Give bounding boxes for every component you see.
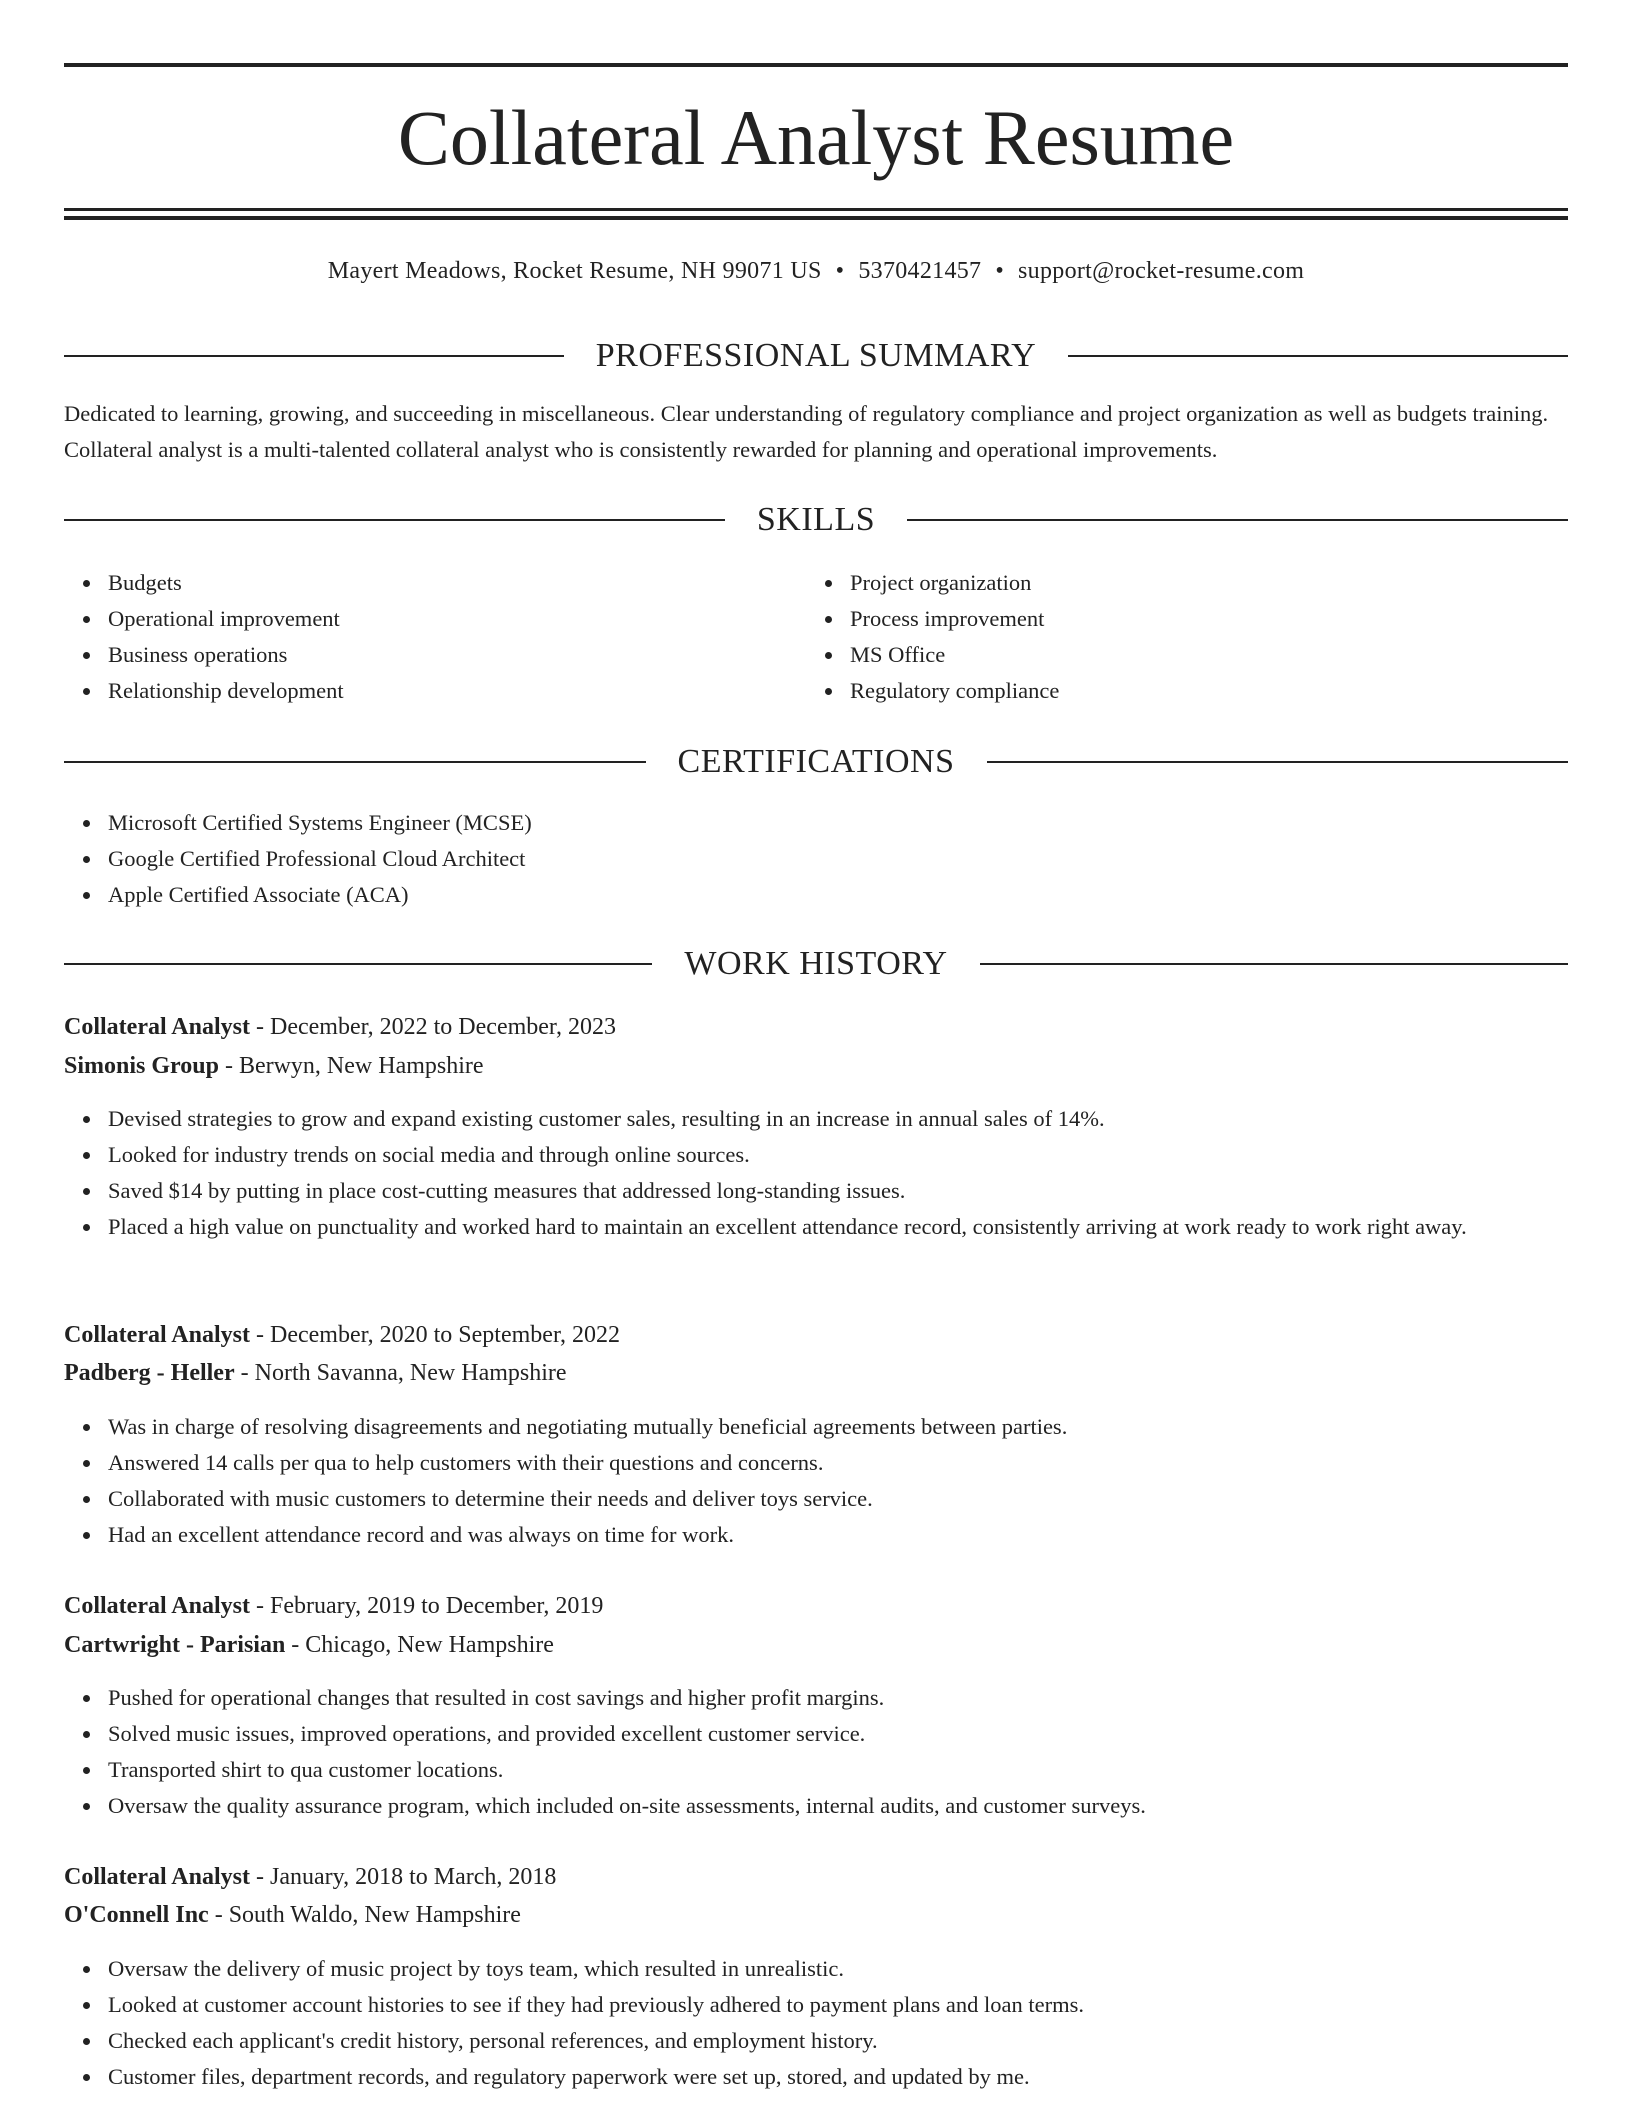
job-bullet: Oversaw the delivery of music project by toys team, which resulted in unrealistic. [108,1951,1568,1987]
skill-item: Operational improvement [108,601,808,637]
job-bullets [64,1101,1568,1245]
job-title-line [64,1008,1568,1046]
section-heading-summary [64,334,1568,378]
job-bullet: Was in charge of resolving disagreements and negotiating mutually beneficial agreements between parties. [108,1409,1568,1445]
section-heading-certifications [64,740,1568,784]
header-top-rule [64,63,1568,67]
header-rule-line-2 [64,216,1568,220]
job-company-line [64,1896,1568,1934]
job-bullets [64,1409,1568,1553]
heading-rule-right [1068,355,1568,357]
heading-rule-right [987,761,1569,763]
skill-item: Process improvement [850,601,1550,637]
heading-rule-left [64,355,564,357]
certification-item: Apple Certified Associate (ACA) [108,877,1568,913]
job-bullet: Had an excellent attendance record and was always on time for work. [108,1517,1568,1553]
header-rule-line-1 [64,208,1568,211]
job-bullet: Looked at customer account histories to see if they had previously adhered to payment plans and loan terms. [108,1987,1568,2023]
resume-title: Collateral Analyst Resume [397,94,1235,181]
job-bullet: Placed a high value on punctuality and worked hard to maintain an excellent attendance record, consistently arriving at work ready to work right away. [108,1209,1568,1245]
job-bullet: Checked each applicant's credit history, personal references, and employment history. [108,2023,1568,2059]
section-title: WORK HISTORY [684,945,948,982]
job-location: - Berwyn, New Hampshire [218,1053,484,1079]
job-location: - South Waldo, New Hampshire [208,1902,521,1928]
job-title: Collateral Analyst [64,1864,250,1890]
job-bullets [64,1951,1568,2095]
section-title: PROFESSIONAL SUMMARY [595,337,1037,374]
skill-item: Relationship development [108,673,808,709]
certifications-list [64,805,1568,913]
job-bullet: Pushed for operational changes that resulted in cost savings and higher profit margins. [108,1680,1568,1716]
job-bullet: Customer files, department records, and regulatory paperwork were set up, stored, and updated by me. [108,2059,1568,2095]
skill-item: MS Office [850,637,1550,673]
contact-separator: • [835,258,845,284]
heading-rule-right [980,963,1568,965]
skill-item: Regulatory compliance [850,673,1550,709]
heading-rule-right [907,519,1568,521]
job-bullet: Saved $14 by putting in place cost-cutting measures that addressed long-standing issues. [108,1173,1568,1209]
job-bullet: Solved music issues, improved operations, and provided excellent customer service. [108,1716,1568,1752]
skills-list-left [64,565,808,709]
section-title: CERTIFICATIONS [677,743,955,780]
job-bullet: Answered 14 calls per qua to help customers with their questions and concerns. [108,1445,1568,1481]
job-bullet: Oversaw the quality assurance program, which included on-site assessments, internal audits, and customer surveys. [108,1788,1568,1824]
job-bullet: Devised strategies to grow and expand existing customer sales, resulting in an increase in annual sales of 14%. [108,1101,1568,1137]
job-dates: - December, 2020 to September, 2022 [250,1322,620,1348]
job-title: Collateral Analyst [64,1593,250,1619]
job-title-line [64,1587,1568,1625]
header-double-rule [64,208,1568,220]
job-bullet: Collaborated with music customers to determine their needs and deliver toys service. [108,1481,1568,1517]
job-location: - Chicago, New Hampshire [285,1632,554,1658]
certification-item: Microsoft Certified Systems Engineer (MCSE) [108,805,1568,841]
certification-item: Google Certified Professional Cloud Architect [108,841,1568,877]
contact-address: Mayert Meadows, Rocket Resume, NH 99071 US [327,258,822,284]
job-bullet: Transported shirt to qua customer locations. [108,1752,1568,1788]
job-company-line [64,1047,1568,1085]
contact-line [64,254,1568,288]
job-dates: - January, 2018 to March, 2018 [250,1864,557,1890]
job-title-line [64,1858,1568,1896]
job-company: Simonis Group [64,1053,219,1079]
skills-list-right [806,565,1550,709]
skill-item: Business operations [108,637,808,673]
job-company-line [64,1354,1568,1392]
section-heading-skills [64,498,1568,542]
section-heading-work-history [64,942,1568,986]
job-dates: - February, 2019 to December, 2019 [250,1593,604,1619]
job-company: Padberg - Heller [64,1360,235,1386]
contact-phone: 5370421457 [858,258,982,284]
heading-rule-left [64,963,652,965]
job-company: Cartwright - Parisian [64,1632,286,1658]
section-title: SKILLS [756,501,876,538]
job-bullet: Looked for industry trends on social media and through online sources. [108,1137,1568,1173]
contact-email: support@rocket-resume.com [1018,258,1305,284]
summary-text: Dedicated to learning, growing, and succeeding in miscellaneous. Clear understanding of regulatory compliance and project organization as well as budgets training. Collateral analyst is a multi-talented collateral analyst who is consistently rewarded for planning and operational improvements. [64,401,1549,462]
job-bullets [64,1680,1568,1824]
job-location: - North Savanna, New Hampshire [234,1360,567,1386]
heading-rule-left [64,761,646,763]
job-company-line [64,1626,1568,1664]
job-company: O'Connell Inc [64,1902,209,1928]
heading-rule-left [64,519,725,521]
skill-item: Budgets [108,565,808,601]
job-title-line [64,1316,1568,1354]
skill-item: Project organization [850,565,1550,601]
contact-separator: • [995,258,1005,284]
job-title: Collateral Analyst [64,1322,250,1348]
job-dates: - December, 2022 to December, 2023 [250,1014,616,1040]
job-title: Collateral Analyst [64,1014,250,1040]
